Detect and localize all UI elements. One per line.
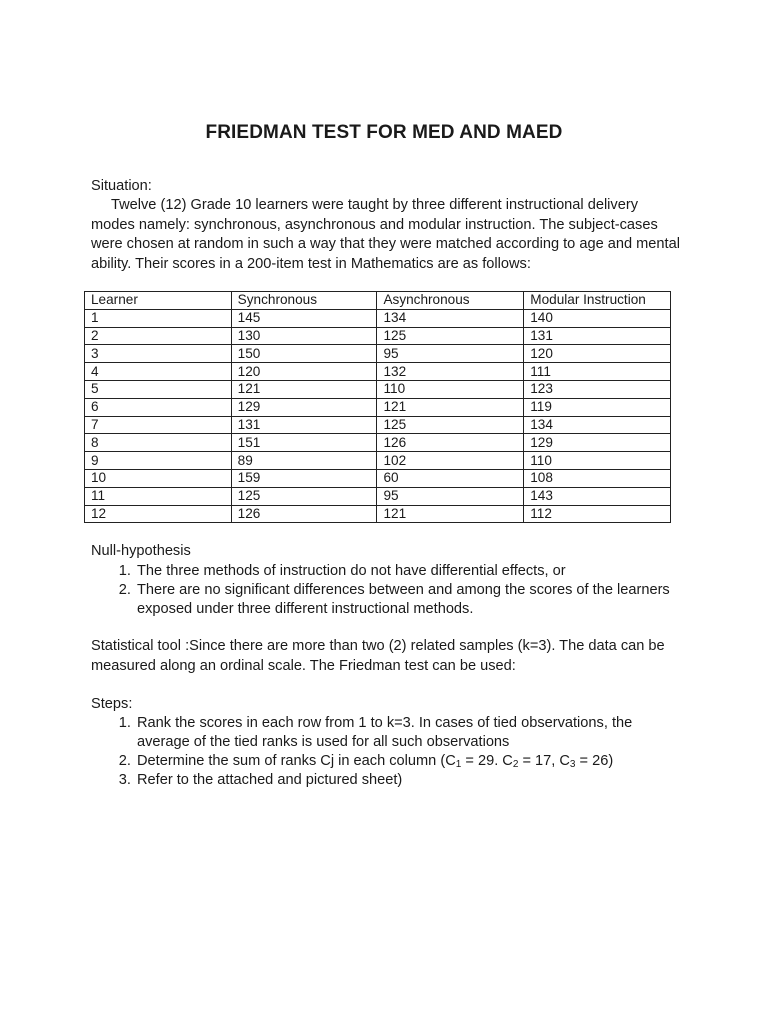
cell-learner: 4 <box>85 363 232 381</box>
table-row <box>85 505 671 523</box>
cell-modular: 134 <box>524 416 671 434</box>
cell-asynchronous: 125 <box>377 416 524 434</box>
cell-synchronous: 145 <box>231 309 377 327</box>
cell-learner: 6 <box>85 398 232 416</box>
cell-synchronous: 151 <box>231 434 377 452</box>
cell-modular: 123 <box>524 380 671 398</box>
cell-asynchronous: 132 <box>377 363 524 381</box>
table-row <box>85 452 671 470</box>
statistical-tool-paragraph: Statistical tool :Since there are more than two (2) related samples (k=3). The data can be measured along an ordinal scale. The Friedman test can be used: <box>91 638 665 674</box>
cell-synchronous: 131 <box>231 416 377 434</box>
null-hypothesis-list <box>91 562 681 619</box>
table-header-row <box>85 292 671 310</box>
subscript-1: 1 <box>455 759 462 770</box>
cell-synchronous: 130 <box>231 327 377 345</box>
cell-asynchronous: 121 <box>377 505 524 523</box>
cell-modular: 140 <box>524 309 671 327</box>
list-item: 1. The three methods of instruction do not have differential effects, or <box>135 562 681 581</box>
cell-synchronous: 150 <box>231 345 377 363</box>
null-hypothesis-label: Null-hypothesis <box>91 543 191 559</box>
cell-learner: 9 <box>85 452 232 470</box>
list-item: 3. Refer to the attached and pictured sheet) <box>135 771 681 790</box>
table-row <box>85 398 671 416</box>
cell-asynchronous: 95 <box>377 345 524 363</box>
step2-text-prefix: Determine the sum of ranks Cj in each column (C <box>137 753 456 769</box>
cell-modular: 119 <box>524 398 671 416</box>
situation-label: Situation: <box>91 178 152 194</box>
header-asynchronous: Asynchronous <box>377 292 524 310</box>
cell-learner: 10 <box>85 469 232 487</box>
cell-synchronous: 120 <box>231 363 377 381</box>
list-item <box>135 752 681 771</box>
cell-asynchronous: 60 <box>377 469 524 487</box>
situation-paragraph: Twelve (12) Grade 10 learners were taught by three different instructional delivery modes namely: synchronous, asynchronous and modular instruction. The subject-cases were chosen at random in such a way that they were matched according to age and mental ability. Their scores in a 200-item test in Mathematics are as follows: <box>91 197 680 272</box>
header-learner: Learner <box>85 292 232 310</box>
scores-table <box>84 291 671 523</box>
cell-asynchronous: 121 <box>377 398 524 416</box>
cell-synchronous: 129 <box>231 398 377 416</box>
cell-asynchronous: 110 <box>377 380 524 398</box>
table-row <box>85 487 671 505</box>
cell-asynchronous: 95 <box>377 487 524 505</box>
table-row <box>85 327 671 345</box>
cell-modular: 120 <box>524 345 671 363</box>
table-row <box>85 416 671 434</box>
step2-text-part1: = 29. C <box>461 753 513 769</box>
table-row <box>85 363 671 381</box>
subscript-3: 3 <box>569 759 576 770</box>
cell-asynchronous: 102 <box>377 452 524 470</box>
step2-text-part2: = 17, C <box>518 753 570 769</box>
cell-modular: 111 <box>524 363 671 381</box>
table-row <box>85 380 671 398</box>
cell-learner: 5 <box>85 380 232 398</box>
cell-learner: 2 <box>85 327 232 345</box>
table-row <box>85 469 671 487</box>
cell-asynchronous: 126 <box>377 434 524 452</box>
cell-modular: 129 <box>524 434 671 452</box>
cell-asynchronous: 125 <box>377 327 524 345</box>
cell-learner: 12 <box>85 505 232 523</box>
steps-label: Steps: <box>91 696 133 712</box>
page-title: FRIEDMAN TEST FOR MED AND MAED <box>205 122 563 143</box>
cell-modular: 131 <box>524 327 671 345</box>
cell-synchronous: 125 <box>231 487 377 505</box>
cell-synchronous: 126 <box>231 505 377 523</box>
table-row <box>85 345 671 363</box>
subscript-2: 2 <box>512 759 519 770</box>
steps-list <box>91 714 681 790</box>
list-item: 1. Rank the scores in each row from 1 to k=3. In cases of tied observations, the average of the tied ranks is used for all such observations <box>135 714 681 752</box>
cell-modular: 108 <box>524 469 671 487</box>
cell-synchronous: 121 <box>231 380 377 398</box>
cell-modular: 143 <box>524 487 671 505</box>
cell-asynchronous: 134 <box>377 309 524 327</box>
table-row <box>85 309 671 327</box>
cell-learner: 8 <box>85 434 232 452</box>
table-row <box>85 434 671 452</box>
list-item: 2. There are no significant differences between and among the scores of the learners exposed under three different instructional methods. <box>135 581 681 619</box>
step2-text-part3: = 26) <box>575 753 614 769</box>
cell-learner: 3 <box>85 345 232 363</box>
header-synchronous: Synchronous <box>231 292 377 310</box>
cell-learner: 11 <box>85 487 232 505</box>
cell-modular: 112 <box>524 505 671 523</box>
cell-learner: 1 <box>85 309 232 327</box>
cell-modular: 110 <box>524 452 671 470</box>
cell-synchronous: 89 <box>231 452 377 470</box>
header-modular-instruction: Modular Instruction <box>524 292 671 310</box>
cell-learner: 7 <box>85 416 232 434</box>
cell-synchronous: 159 <box>231 469 377 487</box>
